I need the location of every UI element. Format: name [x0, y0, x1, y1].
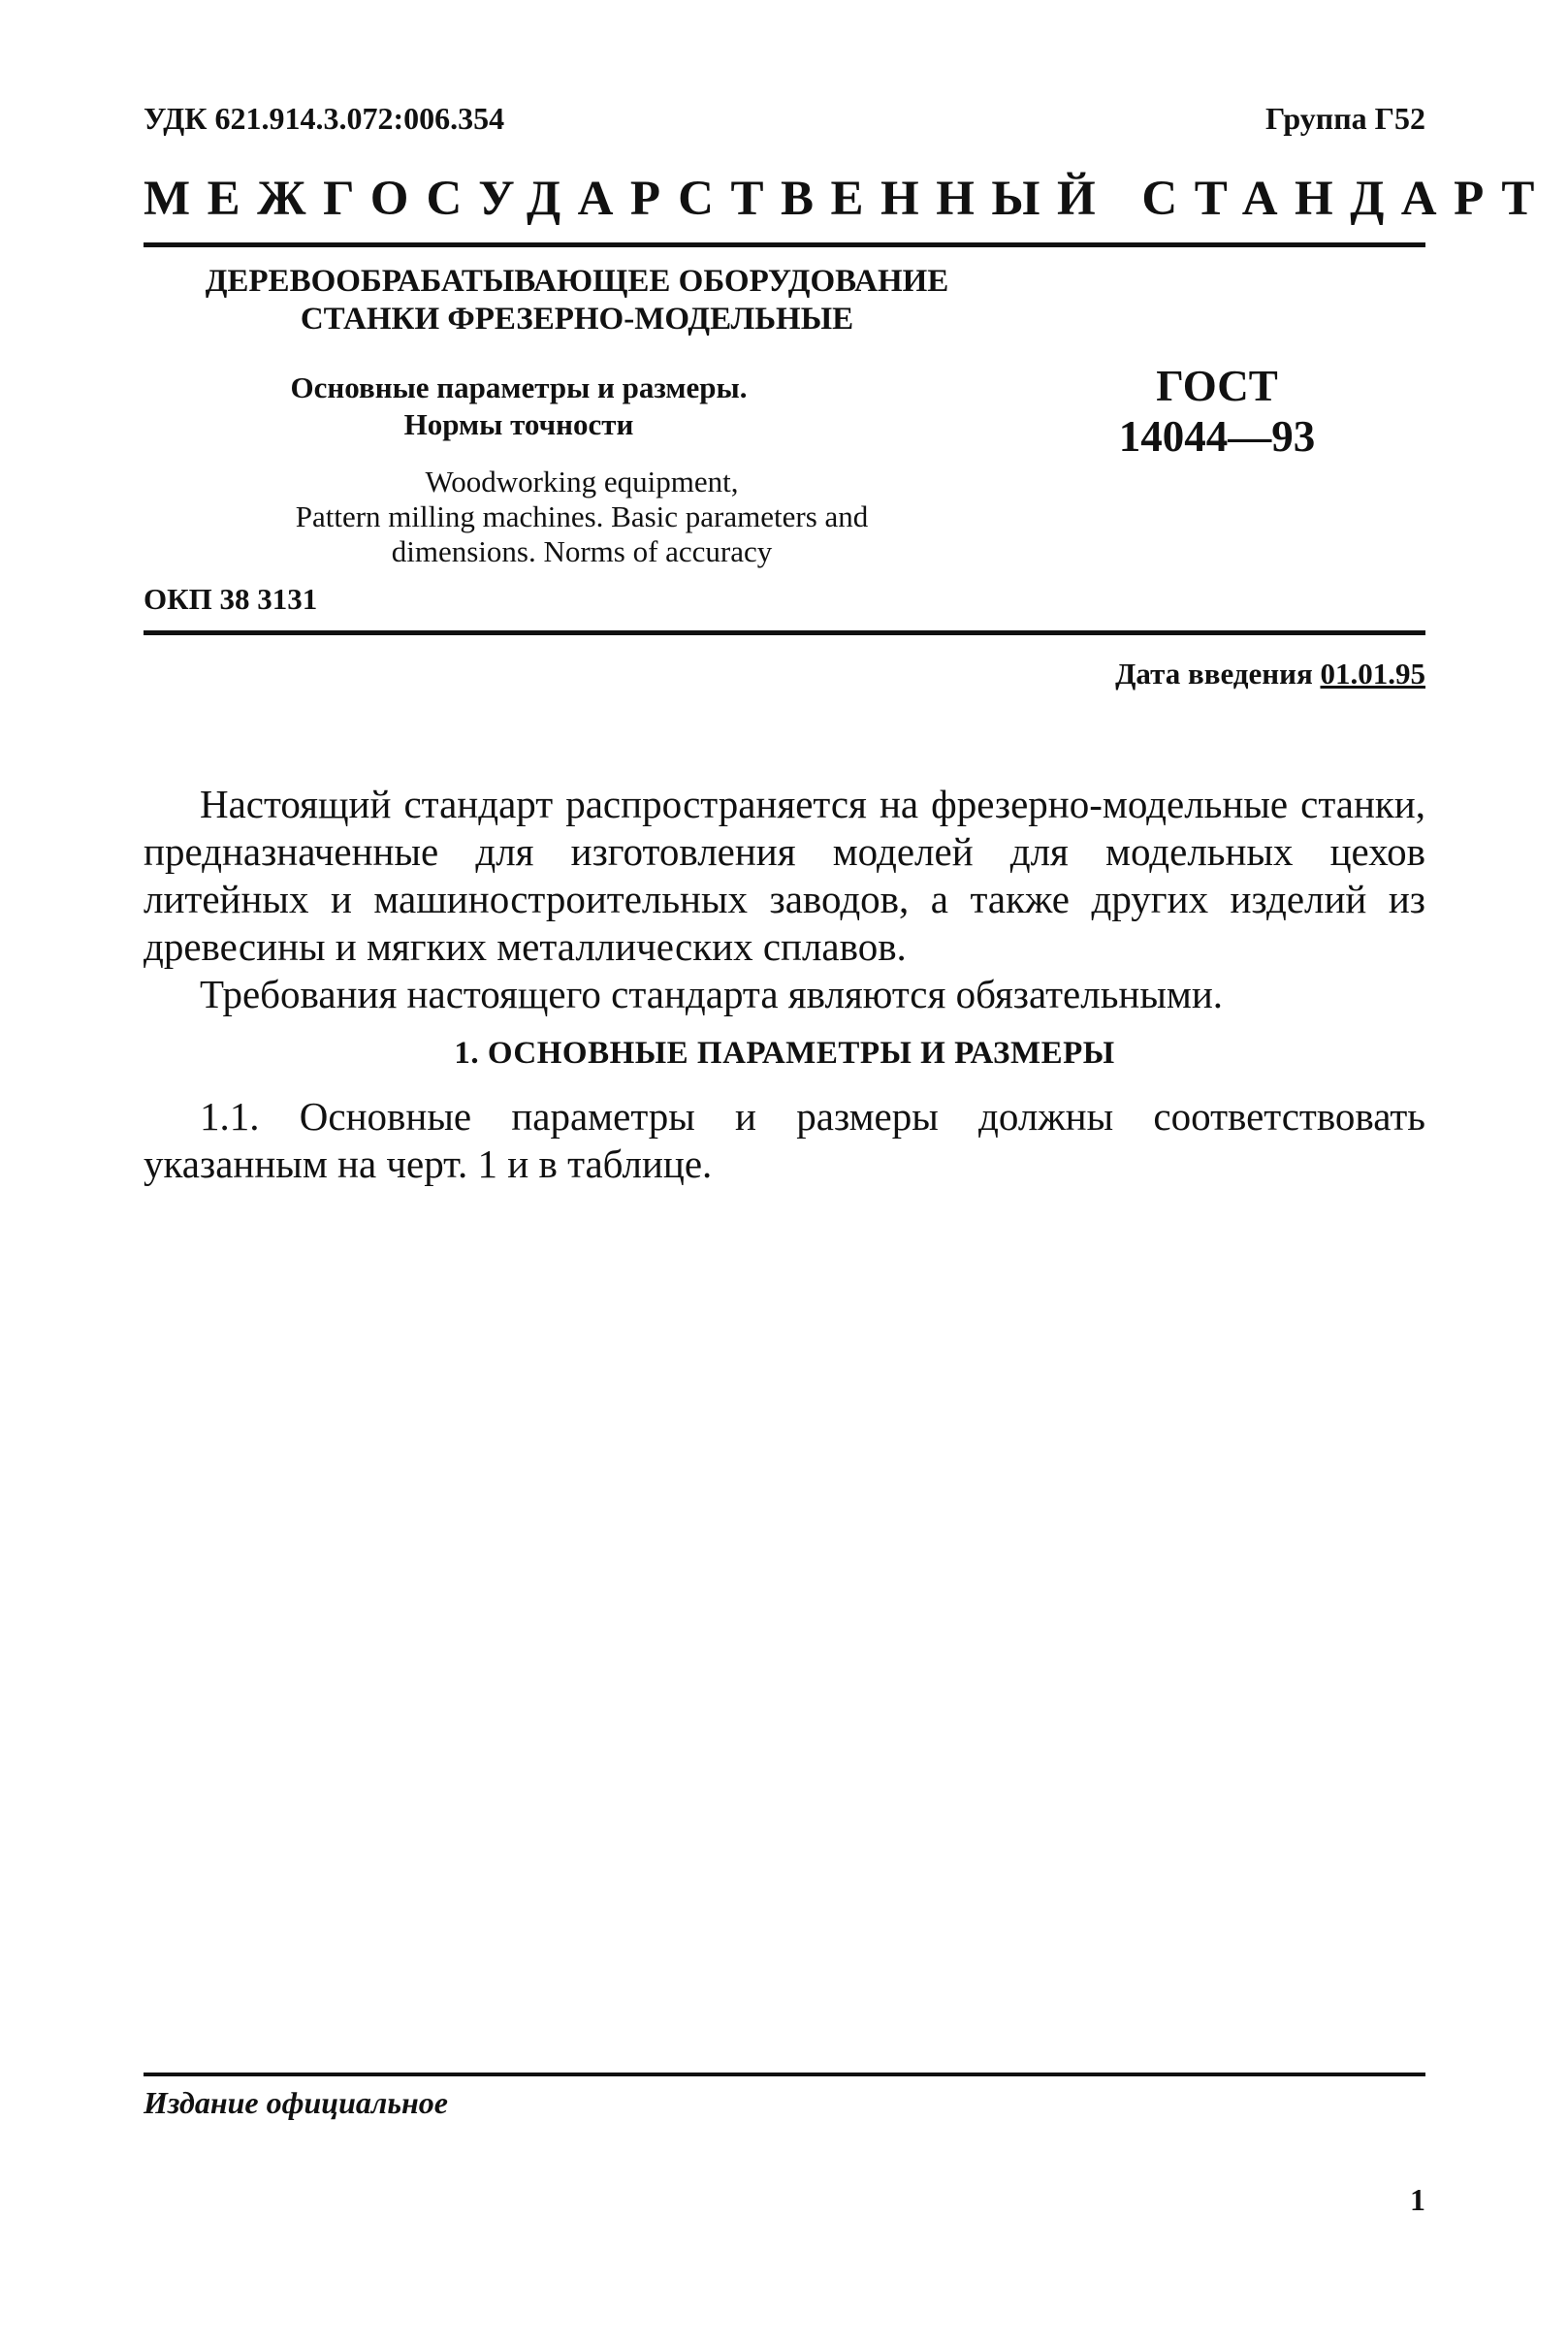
gost-number: 14044—93: [1118, 412, 1316, 461]
english-title-line-3: dimensions. Norms of accuracy: [391, 534, 773, 568]
edition-note: Издание официальное: [144, 2085, 448, 2120]
english-title-line-2: Pattern milling machines. Basic parameters and: [295, 499, 869, 533]
english-title-line-1: Woodworking equipment,: [425, 465, 739, 498]
body-paragraph-3: 1.1. Основные параметры и размеры должны соответствовать указанным на черт. 1 и в таблице.: [144, 1094, 1425, 1186]
subtitle-line-2: Нормы точности: [403, 407, 634, 441]
page-number: 1: [1410, 2182, 1425, 2217]
intro-date-label: Дата введения: [1115, 657, 1313, 691]
body-paragraph-1: Настоящий стандарт распространяется на фрезерно-модельные станки, предназначенные для изготовления моделей для модельных цехов литейных и машиностроительных заводов, а также других изделий из древесины и мягких металлических сплавов.: [144, 782, 1425, 969]
title-line-1: ДЕРЕВООБРАБАТЫВАЮЩЕЕ ОБОРУДОВАНИЕ: [205, 264, 949, 299]
body-section-2: [144, 1093, 1425, 1188]
body-section: [144, 781, 1425, 1018]
intro-date-value: 01.01.95: [1320, 657, 1425, 691]
gost-label: ГОСТ: [1156, 362, 1278, 410]
subtitle-line-1: Основные параметры и размеры.: [290, 370, 748, 404]
footer-rule: [144, 2073, 1425, 2076]
body-paragraph-2: Требования настоящего стандарта являются обязательными.: [200, 972, 1224, 1016]
title-block: [155, 263, 999, 338]
intro-date: [1115, 657, 1425, 691]
mid-rule: [144, 630, 1425, 635]
group-code: Группа Г52: [1265, 101, 1425, 136]
subtitle-block: [184, 370, 853, 443]
okp-code: ОКП 38 3131: [144, 582, 318, 616]
standard-type-heading: МЕЖГОСУДАРСТВЕННЫЙ СТАНДАРТ: [144, 172, 1552, 226]
english-title-block: [204, 465, 960, 569]
gost-block: [1096, 361, 1338, 462]
top-rule: [144, 242, 1425, 247]
title-line-2: СТАНКИ ФРЕЗЕРНО-МОДЕЛЬНЫЕ: [300, 302, 854, 337]
section-1-heading: 1. ОСНОВНЫЕ ПАРАМЕТРЫ И РАЗМЕРЫ: [454, 1036, 1115, 1071]
udc-code: УДК 621.914.3.072:006.354: [144, 101, 505, 136]
